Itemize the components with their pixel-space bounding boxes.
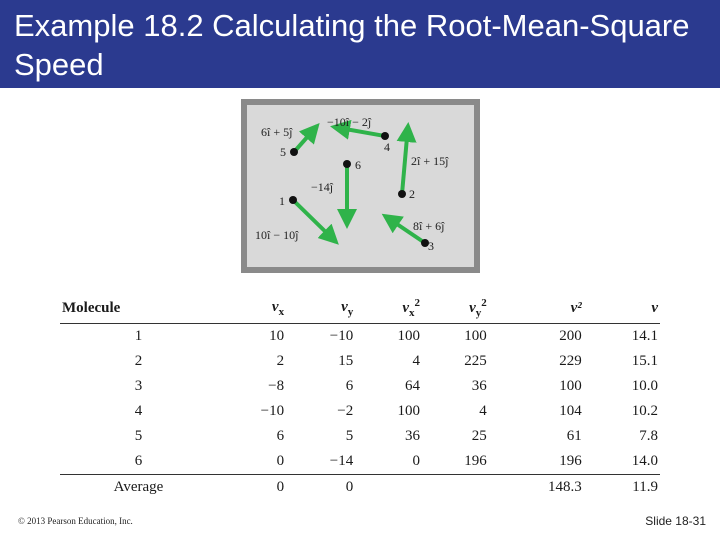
table-cell: −10: [329, 328, 354, 344]
vector-label-5: 6î + 5ĵ: [261, 125, 293, 139]
vector-label-2: 2î + 15ĵ: [411, 154, 449, 168]
table-cell: 100: [397, 328, 420, 344]
id-label-3: 3: [428, 239, 434, 253]
slide-number: Slide 18-31: [645, 514, 706, 528]
table-row: [60, 324, 660, 350]
table-cell: 6: [345, 378, 354, 394]
table-cell: −10: [260, 403, 285, 419]
table-cell: 100: [559, 378, 582, 394]
table-cell: 7.8: [639, 428, 658, 444]
vector-label-4: −10î − 2ĵ: [327, 115, 372, 129]
vector-extra-label-1: −14ĵ: [311, 180, 334, 194]
table-cell: 148.3: [548, 479, 582, 495]
rms-speed-table: [60, 293, 660, 500]
table-cell: 10: [269, 328, 285, 344]
table-cell: 2: [276, 353, 285, 369]
table-cell: 25: [471, 428, 487, 444]
table-row: [60, 349, 660, 374]
molecule-dot-5: [290, 148, 298, 156]
table-row: [60, 374, 660, 399]
table-cell: 0: [412, 453, 420, 469]
table-cell: −2: [337, 403, 354, 419]
table-cell: 5: [345, 428, 354, 444]
col-header-vx2: $v_x^2$: [402, 297, 420, 319]
id-label-6: 6: [355, 158, 361, 172]
table-cell: 4: [412, 353, 420, 369]
molecule-dot-6: [343, 160, 351, 168]
table-cell: 64: [405, 378, 420, 394]
table-cell: 10.0: [631, 378, 658, 394]
table-cell: 14.1: [631, 328, 658, 344]
table-cell: 0: [276, 479, 285, 495]
table-cell: 14.0: [631, 453, 658, 469]
table-cell: 36: [471, 378, 487, 394]
vector-label-1: 10î − 10ĵ: [255, 228, 299, 242]
table-cell: 6: [134, 453, 143, 469]
table-cell: 2: [134, 353, 143, 369]
table-cell: 4: [134, 403, 143, 419]
table-cell: 5: [134, 428, 143, 444]
table-cell: 225: [464, 353, 487, 369]
table-cell: 15: [338, 353, 354, 369]
table-cell: 0: [276, 453, 285, 469]
col-header-molecule: Molecule: [62, 299, 121, 316]
col-header-vy: $v_y$: [341, 298, 354, 318]
table-cell: 0: [345, 479, 354, 495]
table-cell: −8: [268, 378, 285, 394]
table-cell: −14: [329, 453, 354, 469]
table-cell: 196: [559, 453, 582, 469]
table-cell: 100: [397, 403, 420, 419]
table-cell: Average: [113, 479, 164, 495]
table-row: [60, 424, 660, 449]
table-row: [60, 399, 660, 424]
title-bar: [0, 0, 720, 88]
table-cell: [422, 475, 489, 501]
id-label-5: 5: [280, 145, 286, 159]
table-cell: 100: [464, 328, 487, 344]
col-header-v2: v²: [570, 299, 582, 316]
col-header-v: v: [651, 299, 658, 316]
table-cell: 10.2: [631, 403, 658, 419]
id-label-4: 4: [384, 140, 390, 154]
table-cell: 200: [559, 328, 582, 344]
table-row: [60, 449, 660, 475]
table-cell: 36: [405, 428, 420, 444]
table-header-row: [60, 293, 660, 324]
table-cell: 4: [479, 403, 487, 419]
table-cell: 104: [559, 403, 582, 419]
molecule-dot-4: [381, 132, 389, 140]
table-cell: 1: [134, 328, 143, 344]
table-cell: 6: [276, 428, 285, 444]
table-cell: 11.9: [632, 479, 658, 495]
id-label-2: 2: [409, 187, 415, 201]
vector-label-3: 8î + 6ĵ: [413, 219, 445, 233]
table-cell: 196: [464, 453, 487, 469]
table-cell: 229: [559, 353, 582, 369]
molecule-dot-1: [289, 196, 297, 204]
col-header-vx: $v_x$: [271, 298, 285, 318]
table-cell: [355, 475, 422, 501]
table-cell: 15.1: [631, 353, 658, 369]
molecule-velocity-diagram: [241, 99, 480, 273]
molecule-dot-2: [398, 190, 406, 198]
table-cell: 61: [566, 428, 582, 444]
table-row-average: [60, 475, 660, 501]
slide-title: Example 18.2 Calculating the Root-Mean-Square Speed: [14, 8, 690, 82]
col-header-vy2: $v_y^2$: [469, 297, 487, 319]
id-label-1: 1: [279, 194, 285, 208]
table-cell: 3: [134, 378, 143, 394]
copyright-notice: © 2013 Pearson Education, Inc.: [18, 516, 133, 526]
